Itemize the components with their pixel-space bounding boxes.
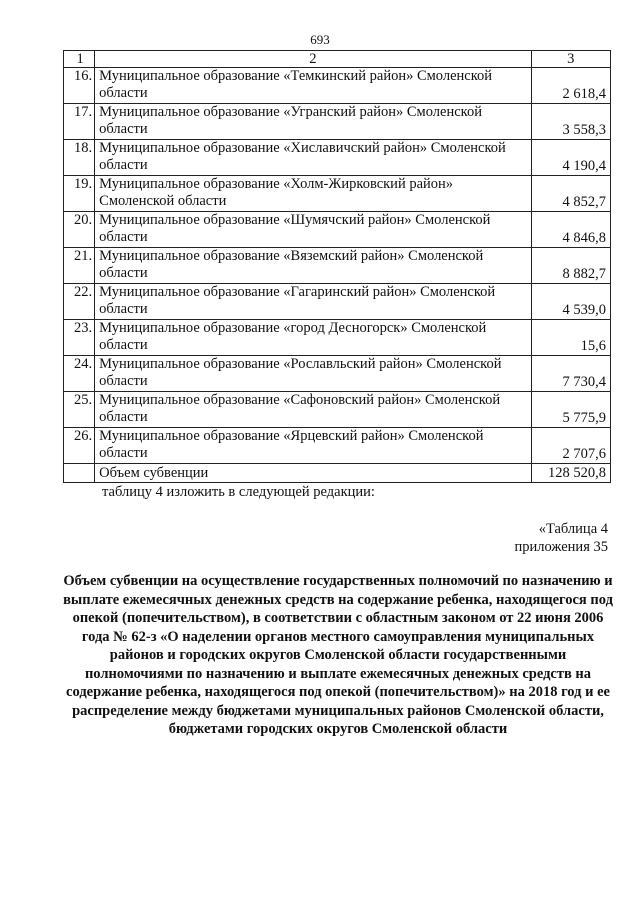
- row-number: 24.: [64, 356, 95, 392]
- table-row: [64, 68, 611, 104]
- row-number: 19.: [64, 176, 95, 212]
- table-row: [64, 356, 611, 392]
- table-row: [64, 428, 611, 464]
- row-name: Муниципальное образование «Темкинский район» Смоленской области: [95, 68, 531, 104]
- row-number: 20.: [64, 212, 95, 248]
- row-value: 7 730,4: [531, 356, 610, 392]
- row-name: Муниципальное образование «Гагаринский район» Смоленской области: [95, 284, 531, 320]
- instruction-text: таблицу 4 изложить в следующей редакции:: [102, 484, 375, 500]
- row-value: 4 852,7: [531, 176, 610, 212]
- row-name: Муниципальное образование «Угранский район» Смоленской области: [95, 104, 531, 140]
- row-value: 5 775,9: [531, 392, 610, 428]
- row-number: 18.: [64, 140, 95, 176]
- row-name: Муниципальное образование «Вяземский район» Смоленской области: [95, 248, 531, 284]
- row-value: 15,6: [531, 320, 610, 356]
- row-number: 22.: [64, 284, 95, 320]
- subsidy-table: [63, 50, 611, 483]
- row-value: 4 539,0: [531, 284, 610, 320]
- row-value: 8 882,7: [531, 248, 610, 284]
- row-name: Муниципальное образование «Рославльский район» Смоленской области: [95, 356, 531, 392]
- total-value: 128 520,8: [531, 464, 610, 483]
- table-row: [64, 140, 611, 176]
- table-reference: [515, 520, 608, 556]
- table-row: [64, 284, 611, 320]
- row-number: 17.: [64, 104, 95, 140]
- row-value: 2 707,6: [531, 428, 610, 464]
- table-body: [64, 68, 611, 464]
- header-cell-3: 3: [531, 51, 610, 68]
- section-heading: Объем субвенции на осуществление государственных полномочий по назначению и выплате ежемесячных денежных средств на содержание ребенка, находящегося под опекой (попечительством), в соответствии с областным законом от 22 июня 2006 года № 62-з «О наделении органов местного самоуправления муниципальных районов и городских округов Смоленской области государственными полномочиями по назначению и выплате ежемесячных денежных средств на содержание ребенка, находящегося под опекой (попечительством)» на 2018 год и ее распределение между бюджетами муниципальных районов Смоленской области, бюджетами городских округов Смоленской области: [63, 573, 613, 737]
- table-row: [64, 212, 611, 248]
- table-row: [64, 248, 611, 284]
- row-value: 3 558,3: [531, 104, 610, 140]
- row-value: 4 846,8: [531, 212, 610, 248]
- row-number: 23.: [64, 320, 95, 356]
- row-name: Муниципальное образование «Ярцевский район» Смоленской области: [95, 428, 531, 464]
- header-cell-2: 2: [95, 51, 531, 68]
- row-number: 21.: [64, 248, 95, 284]
- table-row: [64, 392, 611, 428]
- total-num-cell: [64, 464, 95, 483]
- row-value: 2 618,4: [531, 68, 610, 104]
- row-name: Муниципальное образование «Холм-Жирковский район» Смоленской области: [95, 176, 531, 212]
- row-value: 4 190,4: [531, 140, 610, 176]
- table-header-row: [64, 51, 611, 68]
- total-row: [64, 464, 611, 483]
- row-name: Муниципальное образование «Сафоновский район» Смоленской области: [95, 392, 531, 428]
- header-cell-1: 1: [64, 51, 95, 68]
- row-name: Муниципальное образование «Шумячский район» Смоленской области: [95, 212, 531, 248]
- row-number: 25.: [64, 392, 95, 428]
- table-row: [64, 320, 611, 356]
- row-number: 16.: [64, 68, 95, 104]
- row-number: 26.: [64, 428, 95, 464]
- page-number: 693: [310, 32, 330, 47]
- table-row: [64, 104, 611, 140]
- table-reference-line-2: приложения 35: [514, 539, 608, 555]
- table-reference-line-1: «Таблица 4: [538, 521, 608, 537]
- total-label: Объем субвенции: [95, 464, 531, 483]
- row-name: Муниципальное образование «город Десногорск» Смоленской области: [95, 320, 531, 356]
- row-name: Муниципальное образование «Хиславичский район» Смоленской области: [95, 140, 531, 176]
- table-row: [64, 176, 611, 212]
